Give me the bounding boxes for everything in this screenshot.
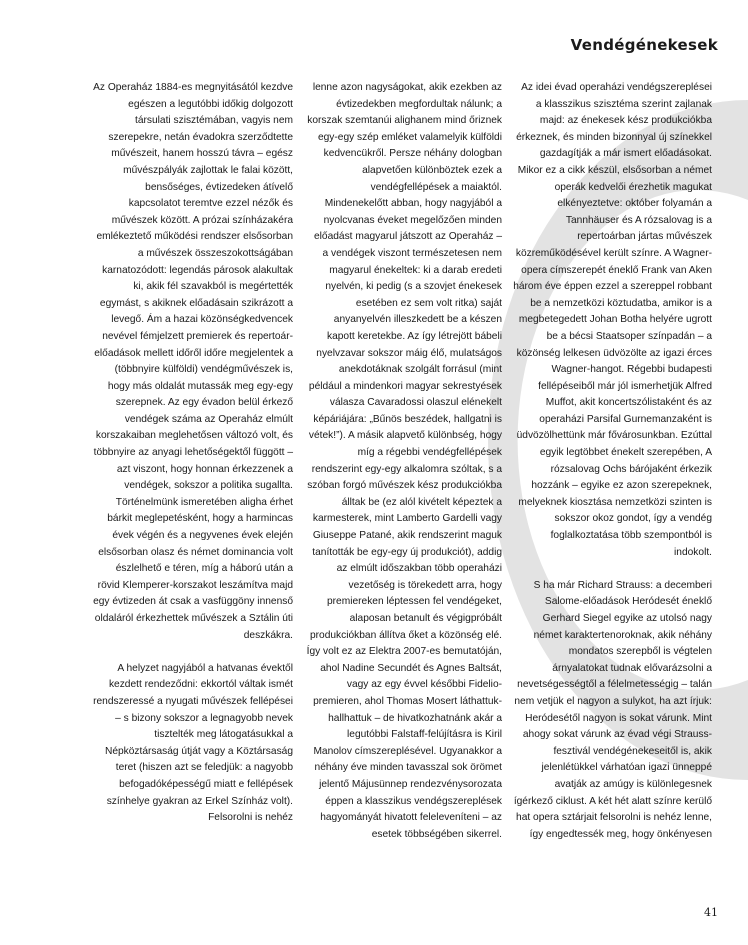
text-column-1 [92, 80, 293, 827]
paragraph: Az Operaház 1884-es megnyitásától kezdve egészen a legutóbbi időkig dolgozott társulati szisztémában, vagyis nem szerepekre, netán évadokra szerződtette művészeit, hanem hosszú távra – egész művészpályák zajlottak le falai között, bensőséges, évtizedeken átívelő kapcsolatot teremtve ezzel nézők és művészek között. A prózai színházakéra emlékeztető működési rendszer elsősorban a művészek összeszokottságában karnatozódott: legendás párosok alakultak ki, akik fél szavakból is megértették egymást, s akiknek előadásain szikrázott a levegő. Ám a hazai közönségkedvencek nevével fémjelzett premierek és repertoár-előadások mellett időről időre megjelentek a (többnyire külföldi) vendégművészek is, hogy más oldalát mutassák meg egy-egy szerepnek. Az egy évadon belül érkező vendégek száma az Operaház elmúlt korszakaiban meglehetősen változó volt, és többnyire az anyagi lehetőségektől függött – azt viszont, hogy honnan érkezzenek a vendégek, sokszor a politika sugallta. Történelmünk ismeretében aligha érhet bárkit meglepetésként, hogy a harmincas évek végén és a negyvenes évek elején elsősorban olasz és német dominancia volt észlelhető e téren, míg a háború után a rövid Klemperer-korszakot leszámítva majd egy évtizeden át csak a vasfüggöny innenső oldaláról érkezhettek művészek a Sztálin úti deszkákra. [93, 82, 293, 641]
text-column-3 [513, 80, 712, 843]
text-column-2 [306, 80, 502, 843]
paragraph: A helyzet nagyjából a hatvanas évektől kezdett rendeződni: ekkortól váltak ismét rendszeressé a nyugati művészek fellépései – s bizony sokszor a legnagyobb nevek tisztelték meg látogatásukkal a Népköztársaság útját vagy a Köztársaság teret (hiszen azt se feledjük: a nagyobb befogadóképességű miatt e fellépések színhelye gyakran az Erkel Színház volt). Felsorolni is nehéz [93, 662, 293, 824]
paragraph: lenne azon nagyságokat, akik ezekben az évtizedekben megfordultak nálunk; a korszak szemtanúi alighanem mind őriznek egy-egy szép emléket valamelyik külföldi kedvencükről. Persze néhány dologban alapvetően különböztek ezek a vendégfellépések a maiaktól. Mindenekelőtt abban, hogy nagyjából a nyolcvanas éveket megelőzően minden előadást magyarul játszott az Operaház – a vendégek viszont természetesen nem magyarul énekeltek: ki a darab eredeti nyelvén, ki pedig (s a szovjet énekesek esetében ez sem volt ritka) saját anyanyelvén illeszkedett be a készen kapott keretekbe. Az így létrejött bábeli nyelvzavar sokszor máig élő, mulatságos anekdotáknak szolgált forrásul (mint például a mindenkori magyar sekrestyések válasza Cavaradossi olaszul elénekelt képáriájára: „Bűnös beszédek, hallgatni is vétek!”). A másik alapvető különbség, hogy míg a régebbi vendégfellépések rendszerint egy-egy alkalomra szóltak, s a szóban forgó művészek kész produkciókba álltak be (ez alól kivételt képeztek a karmesterek, mint Lamberto Gardelli vagy Giuseppe Patané, akik rendszerint maguk tanították be egy-egy új produkciót), addig az elmúlt időszakban több operaházi vezetőség is törekedett arra, hogy premiereken léptessen fel vendégeket, alaposan betanult és végigpróbált produkciókban állítva őket a közönség elé. Így volt ez az Elektra 2007-es bemutatóján, ahol Nadine Secundét és Agnes Baltsát, vagy az egy évvel későbbi Fidelio-premieren, ahol Thomas Mosert láthattuk-hallhattuk – de hivatkozhatnánk akár a legutóbbi Falstaff-felújításra is Kiril Manolov címszereplésével. Ugyanakkor a néhány éve minden tavasszal sok örömet jelentő Májusünnep rendezvénysorozata éppen a klasszikus vendégszereplések hagyományát hivatott feleleveníteni – az esetek többségében sikerrel. [306, 82, 502, 840]
page-number: 41 [704, 906, 718, 919]
section-title: Vendégénekesek [570, 36, 718, 54]
paragraph: Az idei évad operaházi vendégszereplései a klasszikus szisztéma szerint zajlanak majd: az énekesek kész produkciókba érkeznek, és minden bizonnyal új színekkel gazdagítják a már ismert előadásokat. Mikor ez a cikk készül, elsősorban a német operák kedvelői érezhetik magukat elkényeztetve: október folyamán a Tannhäuser és A rózsalovag is a repertoárban jártas művészek közreműködésével került színre. A Wagner-opera címszerepét éneklő Frank van Aken három éve éppen ezzel a szereppel robbant be a nemzetközi köztudatba, amikor is a megbetegedett Johan Botha helyére ugrott be a bécsi Staatsoper színpadán – a közönség lelkesen üdvözölte az igazi érces Wagner-hangot. Régebbi budapesti fellépéseiből már jól ismerhetjük Alfred Muffot, akit koncertszólistaként és az operaházi Parsifal Gurnemanzaként is üdvözölhettünk már fővárosunkban. Ezúttal egyik legtöbbet énekelt szerepében, A rózsalovag Ochs bárójaként érkezik hozzánk – egyike ez azon szerepeknek, melyeknek kiosztása nemzetközi szinten is sokszor okoz gondot, így a vendég foglalkoztatása több szempontból is indokolt. [513, 82, 712, 558]
paragraph: S ha már Richard Strauss: a decemberi Salome-előadások Heródesét éneklő Gerhard Siegel egyike az utolsó nagy német karaktertenoroknak, akik néhány mondatos szerepből is végtelen árnyalatokat tudnak elővarázsolni a nevetségességtől a félelmetességig – talán nem vetjük el nagyon a sulykot, ha azt írjuk: Heródesétől nagyon is sokat várunk. Mint ahogy sokat várunk az évad végi Strauss-fesztivál vendégénekeseitől is, akik jelenlétükkel várhatóan igazi ünneppé avatják az amúgy is különlegesnek ígérkező ciklust. A két hét alatt színre kerülő hat opera sztárjait felsorolni is nehéz lenne, így engedtessék meg, hogy önkényesen [513, 579, 712, 840]
